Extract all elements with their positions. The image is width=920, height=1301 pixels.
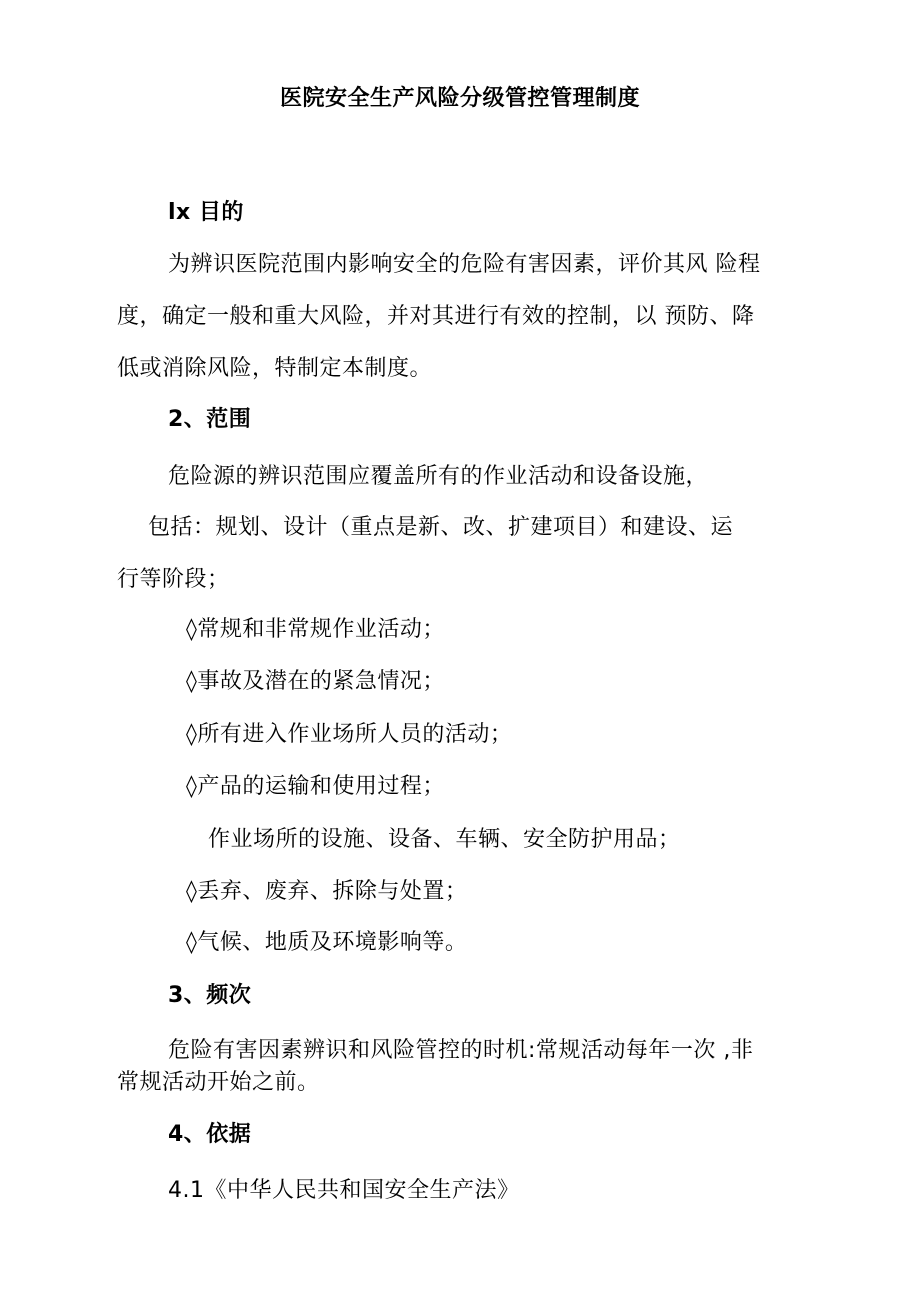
page-title: 医院安全生产风险分级管控管理制度: [279, 86, 640, 111]
section-3-line-2: 常规活动开始之前。: [117, 1070, 320, 1095]
section-3-line-1: 危险有害因素辨识和风险管控的时机:常规活动每年一次 ,非: [168, 1038, 754, 1063]
section-4-heading: 4、依据: [168, 1122, 252, 1147]
section-2-heading: 2、范围: [168, 407, 252, 432]
section-1-line-3: 低或消除风险，特制定本制度。: [117, 356, 433, 381]
section-1-heading: lx 目的: [168, 200, 244, 225]
scope-item-6: ◊丢弃、废弃、拆除与处置；: [186, 879, 468, 904]
scope-item-4: ◊产品的运输和使用过程；: [186, 774, 445, 799]
scope-item-2: ◊事故及潜在的紧急情况；: [186, 669, 445, 694]
section-1-line-1: 为辨识医院范围内影响安全的危险有害因素，评价其风 险程: [168, 252, 761, 277]
section-1-line-2: 度，确定一般和重大风险，并对其进行有效的控制，以 预防、降: [117, 304, 755, 329]
scope-item-7: ◊气候、地质及环境影响等。: [186, 930, 468, 955]
section-2-line-2: 包括：规划、设计（重点是新、改、扩建项目）和建设、运: [148, 515, 734, 540]
section-2-line-1: 危险源的辨识范围应覆盖所有的作业活动和设备设施，: [168, 464, 709, 489]
section-4-line-1: 4.1《中华人民共和国安全生产法》: [168, 1178, 520, 1203]
scope-item-1: ◊常规和非常规作业活动；: [186, 617, 445, 642]
section-3-heading: 3、频次: [168, 983, 252, 1008]
scope-item-5: 作业场所的设施、设备、车辆、安全防护用品；: [208, 827, 681, 852]
section-2-line-3: 行等阶段；: [117, 567, 230, 592]
scope-item-3: ◊所有进入作业场所人员的活动；: [186, 722, 513, 747]
